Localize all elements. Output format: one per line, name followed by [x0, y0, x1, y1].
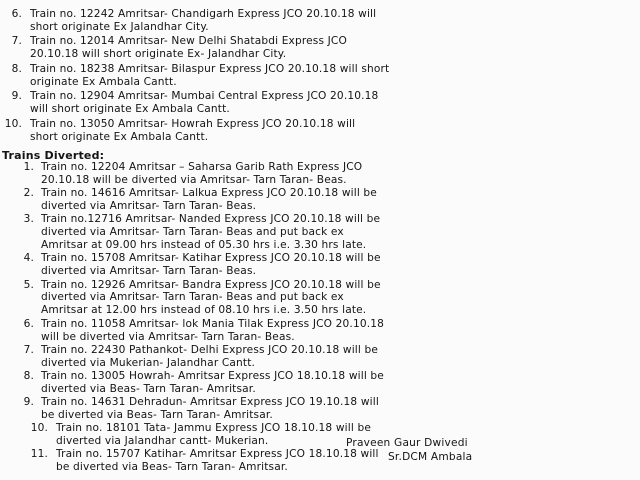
item-text — [4, 63, 624, 89]
item-line: Train no. 12904 Amritsar- Mumbai Central Express JCO 20.10.18 — [30, 90, 379, 103]
item-line: short originate Ex Ambala Cantt. — [30, 130, 209, 143]
item-line: Train no. 12242 Amritsar- Chandigarh Express JCO 20.10.18 will — [30, 8, 377, 20]
list-item — [4, 213, 624, 252]
item-number: 9. — [23, 396, 34, 409]
diverted-list — [4, 161, 624, 475]
item-line: 20.10.18 will short originate Ex- Jalandhar City. — [30, 48, 287, 61]
item-text — [4, 8, 624, 34]
item-number: 8. — [11, 62, 22, 75]
item-text — [4, 422, 624, 448]
item-number: 4. — [23, 252, 34, 265]
short-originate-list — [4, 8, 624, 145]
list-item — [4, 279, 624, 318]
item-line: diverted via Jalandhar cantt- Mukerian. — [56, 435, 269, 448]
item-text — [4, 213, 624, 252]
item-line: diverted via Amritsar- Tarn Taran- Beas and put back ex — [41, 291, 344, 304]
item-line: Train no. 12204 Amritsar – Saharsa Garib Rath Express JCO — [41, 161, 363, 173]
item-line: Train no. 14616 Amritsar- Lalkua Express JCO 20.10.18 will be — [41, 187, 377, 200]
list-item — [4, 396, 624, 422]
list-item — [4, 448, 624, 474]
item-line: Train no. 14631 Dehradun- Amritsar Express JCO 19.10.18 will — [41, 396, 379, 409]
item-line: Train no. 12014 Amritsar- New Delhi Shatabdi Express JCO — [30, 35, 347, 48]
item-line: diverted via Mukerian- Jalandhar Cantt. — [41, 356, 256, 369]
item-number: 6. — [23, 317, 34, 330]
item-text — [4, 318, 624, 344]
item-line: Train no. 15707 Katihar- Amritsar Express JCO 18.10.18 will — [56, 448, 379, 461]
item-text — [4, 252, 624, 278]
item-text — [4, 370, 624, 396]
item-number: 9. — [11, 90, 22, 103]
list-item — [4, 118, 624, 144]
item-text — [4, 448, 624, 474]
item-line: originate Ex Ambala Cantt. — [30, 75, 177, 88]
item-number: 8. — [23, 369, 34, 382]
item-line: Train no. 13005 Howrah- Amritsar Express JCO 18.10.18 will be — [41, 369, 384, 382]
list-item — [4, 161, 624, 187]
item-line: Train no.12716 Amritsar- Nanded Express JCO 20.10.18 will be — [41, 213, 381, 226]
list-item — [4, 422, 624, 448]
item-text — [4, 396, 624, 422]
item-number: 10. — [30, 422, 48, 435]
list-item — [4, 252, 624, 278]
item-line: diverted via Beas- Tarn Taran- Amritsar. — [41, 382, 256, 395]
item-line: short originate Ex Jalandhar City. — [30, 20, 209, 33]
item-number: 11. — [30, 448, 48, 461]
item-number: 10. — [4, 117, 22, 130]
item-number: 5. — [23, 278, 34, 291]
list-item — [4, 370, 624, 396]
item-line: diverted via Amritsar- Tarn Taran- Beas. — [41, 265, 257, 278]
item-text — [4, 118, 624, 144]
signatory-designation: Sr.DCM Ambala — [388, 451, 473, 463]
item-line: Train no. 12926 Amritsar- Bandra Express JCO 20.10.18 will be — [41, 278, 381, 291]
item-line: will short originate Ex Ambala Cantt. — [30, 103, 230, 116]
item-text — [4, 187, 624, 213]
list-item — [4, 187, 624, 213]
list-item — [4, 344, 624, 370]
item-line: Train no. 13050 Amritsar- Howrah Express JCO 20.10.18 will — [30, 117, 356, 130]
signatory-name: Praveen Gaur Dwivedi — [346, 437, 468, 449]
item-line: 20.10.18 will be diverted via Amritsar- Tarn Taran- Beas. — [41, 173, 347, 186]
item-line: Train no. 15708 Amritsar- Katihar Express JCO 20.10.18 will be — [41, 252, 381, 265]
item-number: 2. — [23, 187, 34, 200]
item-line: Amritsar at 12.00 hrs instead of 08.10 hrs i.e. 3.50 hrs late. — [41, 304, 367, 317]
section-heading: Trains Diverted: — [2, 149, 105, 162]
list-item — [4, 8, 624, 34]
item-line: will be diverted via Amritsar- Tarn Taran- Beas. — [41, 330, 295, 343]
item-line: Train no. 11058 Amritsar- lok Mania Tilak Express JCO 20.10.18 — [41, 317, 385, 330]
list-item — [4, 318, 624, 344]
item-line: be diverted via Beas- Tarn Taran- Amritsar. — [41, 408, 273, 421]
item-number: 6. — [11, 8, 22, 20]
item-text — [4, 90, 624, 116]
item-line: Train no. 22430 Pathankot- Delhi Express JCO 20.10.18 will be — [41, 343, 379, 356]
item-text — [4, 161, 624, 187]
item-number: 7. — [11, 35, 22, 48]
item-text — [4, 35, 624, 61]
item-number: 1. — [23, 161, 34, 173]
list-item — [4, 63, 624, 89]
signature-block — [346, 436, 472, 464]
item-line: Amritsar at 09.00 hrs instead of 05.30 hrs i.e. 3.30 hrs late. — [41, 239, 367, 252]
list-item — [4, 35, 624, 61]
item-number: 7. — [23, 343, 34, 356]
item-line: Train no. 18238 Amritsar- Bilaspur Express JCO 20.10.18 will short — [30, 62, 390, 75]
item-line: be diverted via Beas- Tarn Taran- Amritsar. — [56, 461, 288, 474]
list-item — [4, 90, 624, 116]
item-line: Train no. 18101 Tata- Jammu Express JCO 18.10.18 will be — [56, 422, 371, 435]
item-line: diverted via Amritsar- Tarn Taran- Beas and put back ex — [41, 226, 344, 239]
item-number: 3. — [23, 213, 34, 226]
item-line: diverted via Amritsar- Tarn Taran- Beas. — [41, 200, 257, 213]
item-text — [4, 344, 624, 370]
item-text — [4, 279, 624, 318]
